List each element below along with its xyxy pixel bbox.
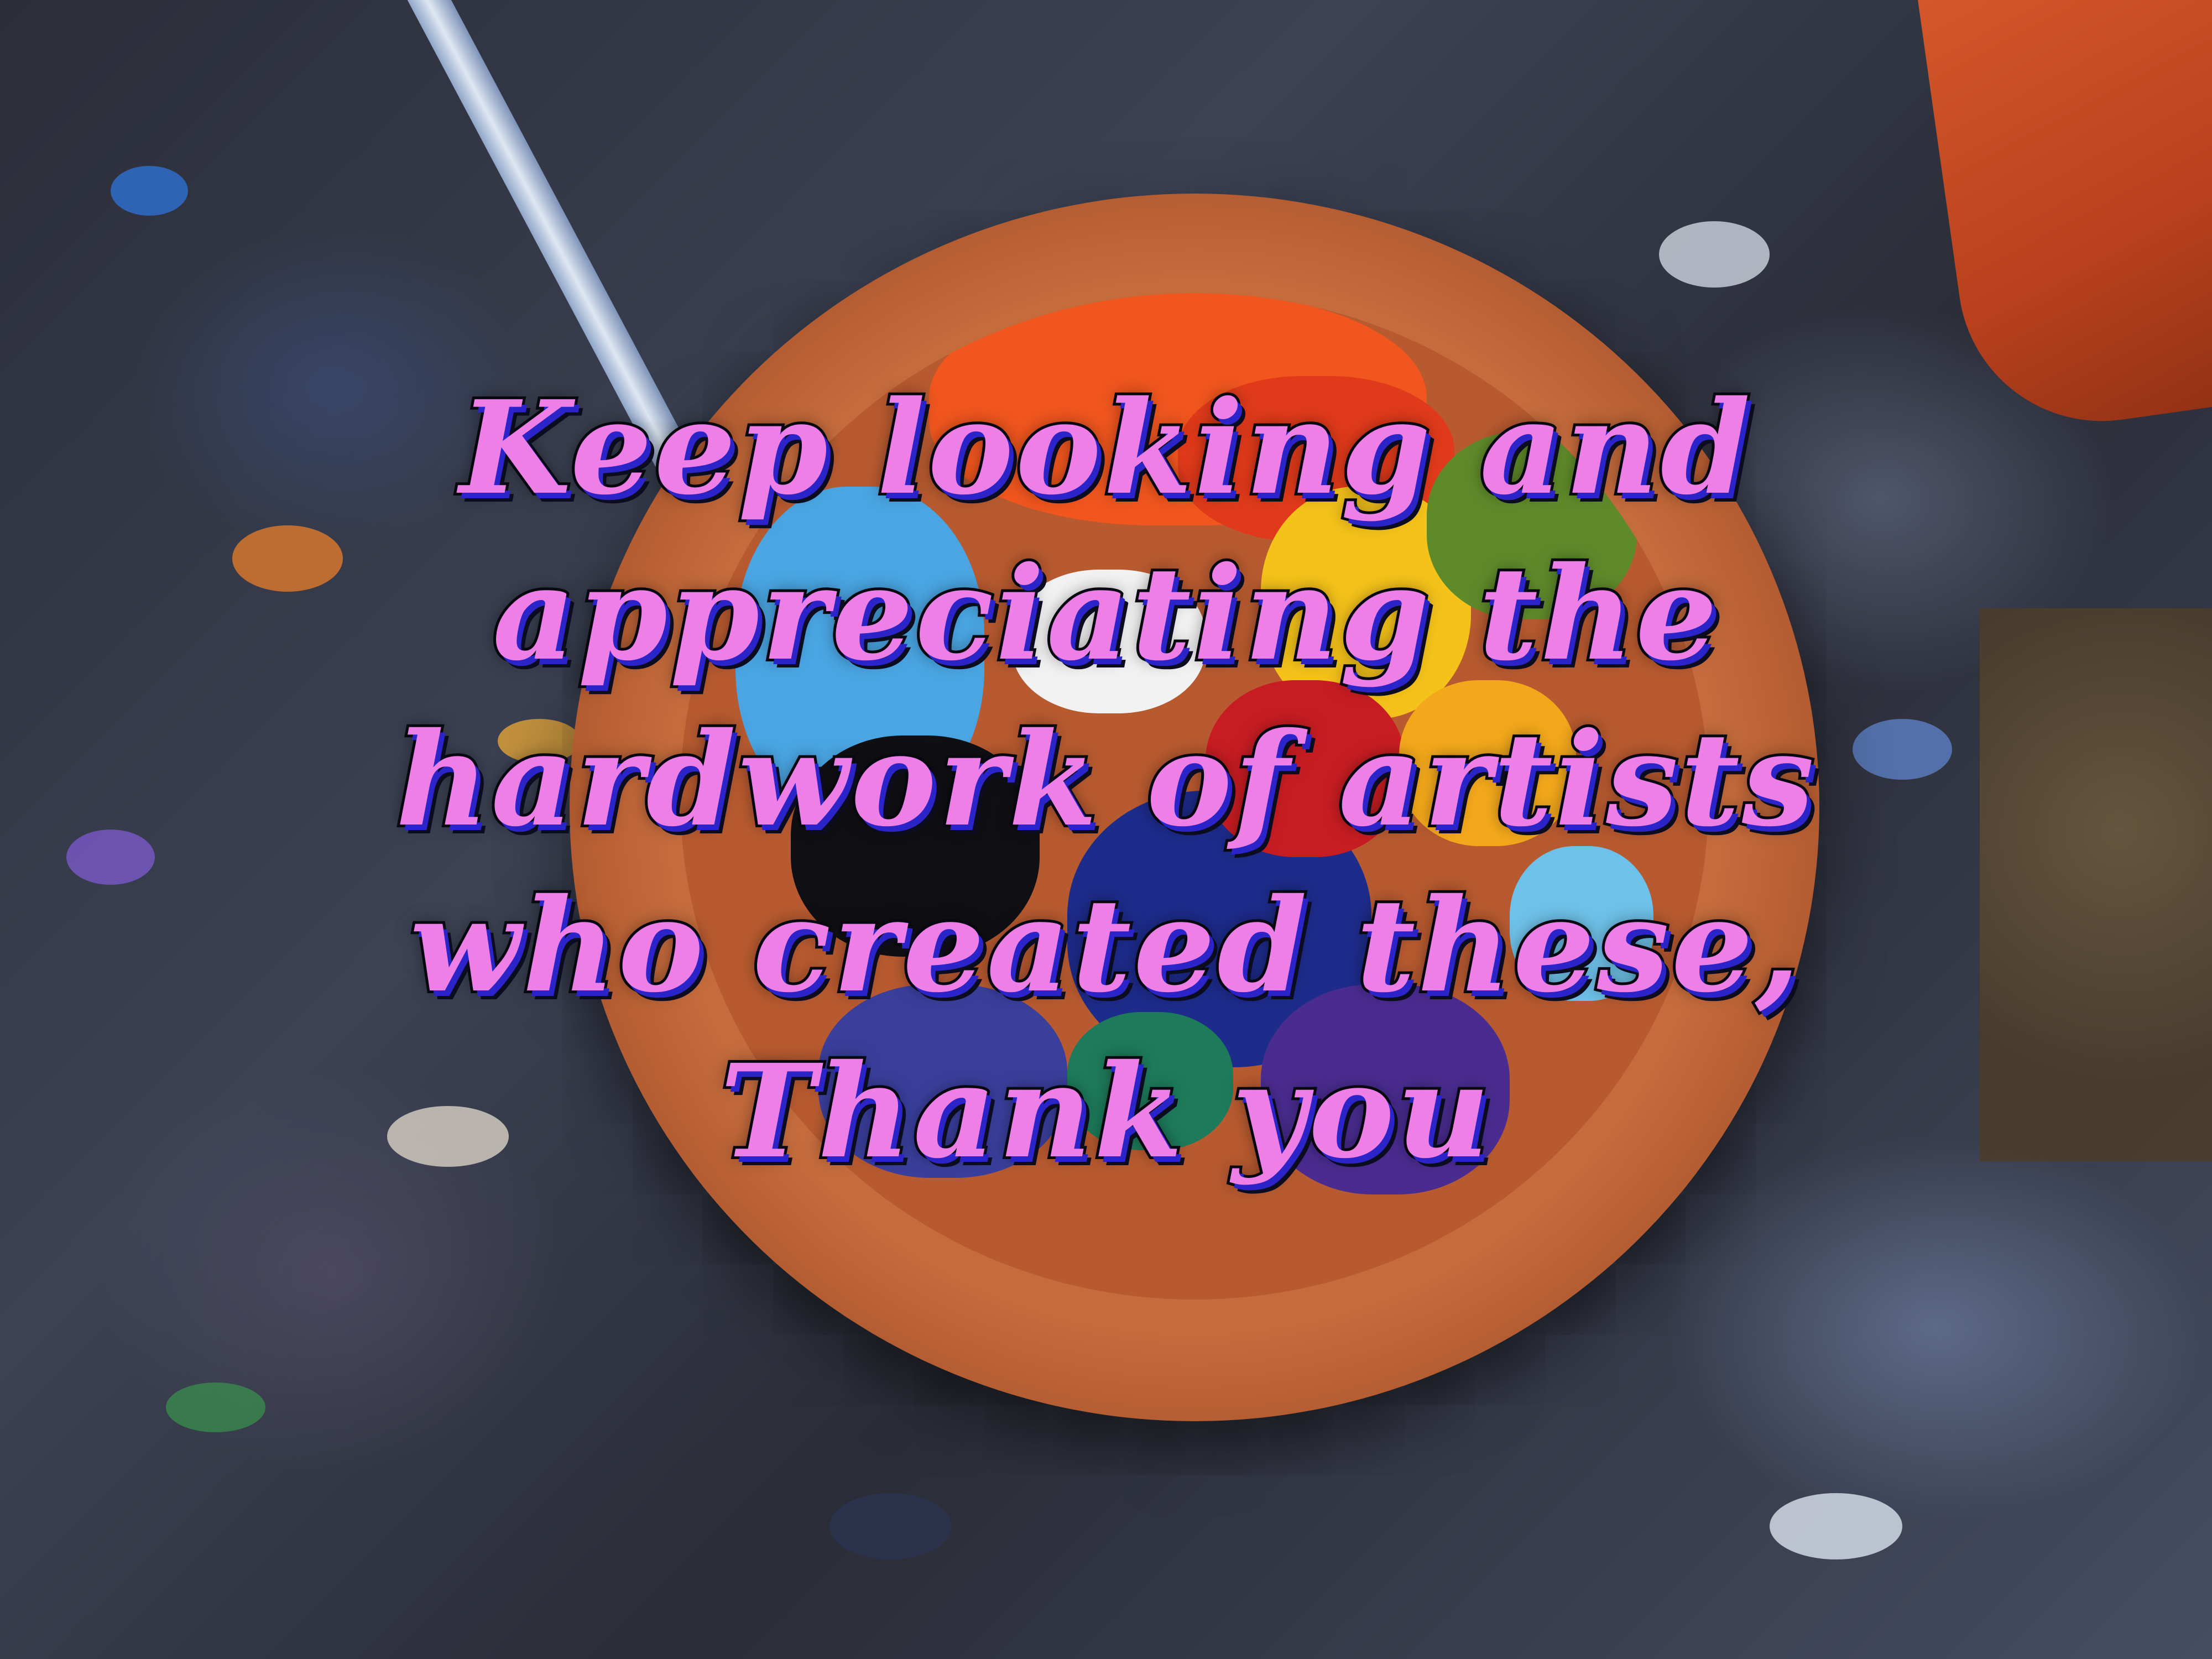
quote-line-4: who created these, xyxy=(410,870,1802,1021)
paint-splatter xyxy=(830,1493,951,1559)
paint-splatter xyxy=(111,166,188,216)
paint-splatter xyxy=(66,830,155,885)
paint-splatter xyxy=(166,1383,265,1432)
quote-line-2: appreciating the xyxy=(492,538,1720,689)
quote-line-3: hardwork of artists xyxy=(395,704,1817,855)
quote-line-5: Thank you xyxy=(719,1036,1493,1187)
paint-splatter xyxy=(1770,1493,1902,1559)
orange-sleeve xyxy=(1917,0,2212,440)
paint-splatter xyxy=(1853,719,1952,780)
quote-text xyxy=(387,365,1825,1194)
quote-line-1: Keep looking and xyxy=(459,372,1753,523)
paint-splatter xyxy=(1659,221,1770,288)
carpet-floor xyxy=(1980,608,2212,1161)
paint-splatter xyxy=(232,525,343,592)
